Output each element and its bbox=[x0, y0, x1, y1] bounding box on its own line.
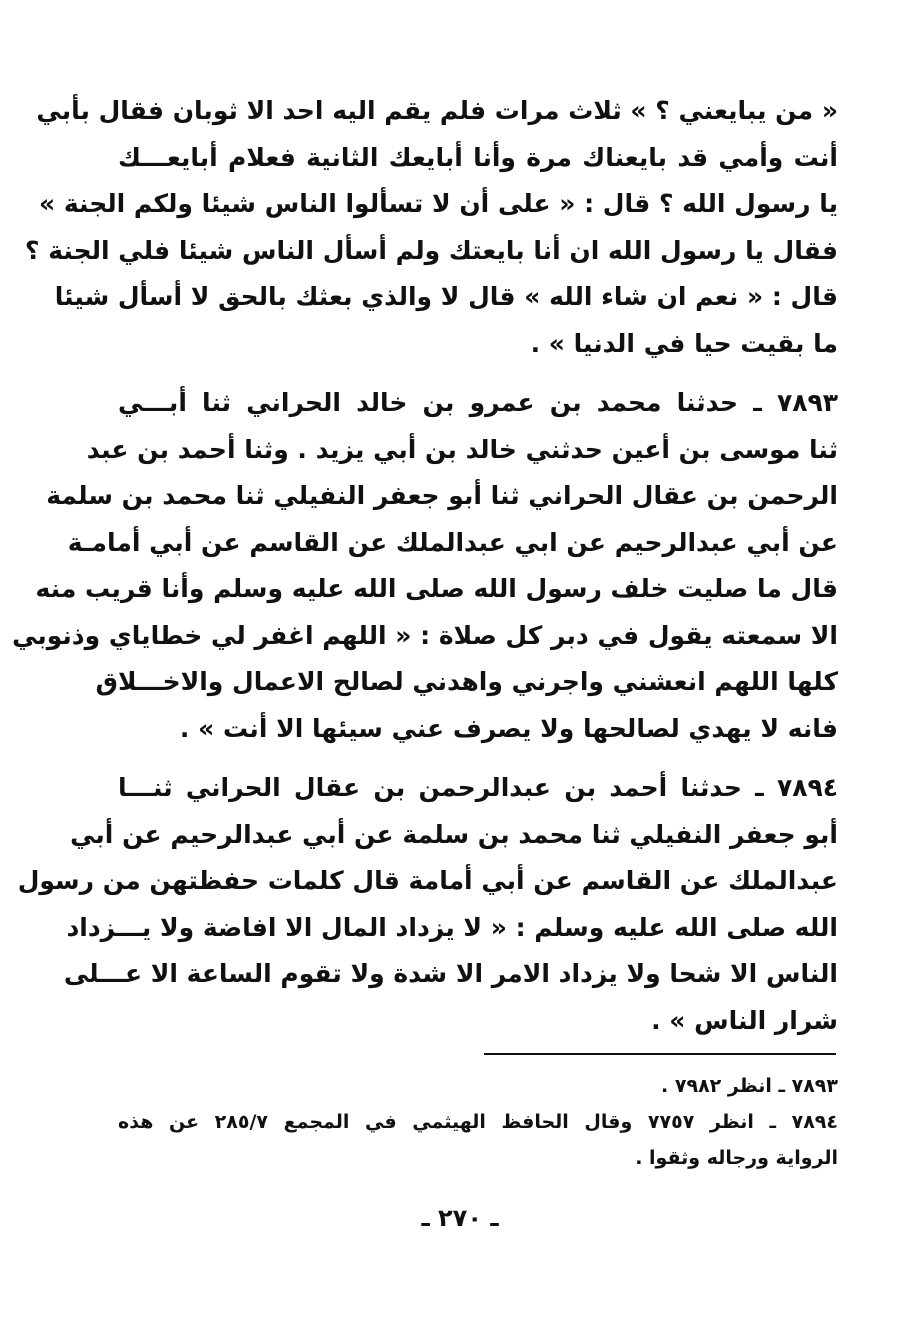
paragraph-hadith-7893 bbox=[12, 380, 838, 752]
text-line: الناس الا شحا ولا يزداد الامر الا شدة ولا تقوم الساعة الا عـــلى bbox=[63, 959, 838, 988]
text-line: ٧٨٩٤ ـ حدثنا أحمد بن عبدالرحمن بن عقال الحراني ثنـــا bbox=[118, 773, 838, 802]
text-line: كلها اللهم انعشني واجرني واهدني لصالح الاعمال والاخـــلاق bbox=[95, 667, 838, 696]
footnote-7894-continuation: الرواية ورجاله وثقوا . bbox=[635, 1147, 838, 1169]
text-line: أنت وأمي قد بايعناك مرة وأنا أبايعك الثانية فعلام أبايعـــك bbox=[118, 142, 838, 172]
text-line: عبدالملك عن القاسم عن أبي أمامة قال كلمات حفظتهن من رسول bbox=[17, 866, 838, 895]
text-line: ٧٨٩٣ ـ حدثنا محمد بن عمرو بن خالد الحراني ثنا أبـــي bbox=[118, 388, 838, 417]
footnote-7894: ٧٨٩٤ ـ انظر ٧٧٥٧ وقال الحافظ الهيثمي في المجمع ٢٨٥/٧ عن هذه bbox=[118, 1111, 838, 1133]
text-line: ثنا موسى بن أعين حدثني خالد بن أبي يزيد . وثنا أحمد بن عبد bbox=[86, 434, 838, 464]
page-number: ـ ٢٧٠ ـ bbox=[421, 1204, 499, 1232]
text-line: الرحمن بن عقال الحراني ثنا أبو جعفر النفيلي ثنا محمد بن سلمة bbox=[46, 481, 838, 510]
text-line: ما بقيت حيا في الدنيا » . bbox=[530, 328, 838, 358]
footnote-divider bbox=[484, 1053, 836, 1055]
text-line: الله صلى الله عليه وسلم : « لا يزداد المال الا افاضة ولا يـــزداد bbox=[66, 912, 838, 942]
text-line: أبو جعفر النفيلي ثنا محمد بن سلمة عن أبي عبدالرحيم عن أبي bbox=[70, 819, 838, 849]
text-line: يا رسول الله ؟ قال : « على أن لا تسألوا الناس شيئا ولكم الجنة » bbox=[38, 189, 838, 218]
text-line: « من يبايعني ؟ » ثلاث مرات فلم يقم اليه احد الا ثوبان فقال بأبي bbox=[36, 96, 838, 125]
text-line: عن أبي عبدالرحيم عن ابي عبدالملك عن القاسم عن أبي أمامـة bbox=[67, 527, 838, 557]
text-line: الا سمعته يقول في دبر كل صلاة : « اللهم اغفر لي خطاياي وذنوبي bbox=[12, 620, 838, 650]
text-line: فانه لا يهدي لصالحها ولا يصرف عني سيئها الا أنت » . bbox=[179, 713, 838, 743]
text-line: شرار الناس » . bbox=[651, 1005, 838, 1035]
text-line: قال : « نعم ان شاء الله » قال لا والذي بعثك بالحق لا أسأل شيئا bbox=[54, 282, 838, 311]
main-text bbox=[12, 88, 838, 1044]
text-line: فقال يا رسول الله ان أنا بايعتك ولم أسأل الناس شيئا فلي الجنة ؟ bbox=[25, 235, 838, 265]
text-line: قال ما صليت خلف رسول الله صلى الله عليه وسلم وأنا قريب منه bbox=[35, 574, 838, 603]
paragraph-continuation bbox=[25, 88, 838, 367]
footnote-7893: ٧٨٩٣ ـ انظر ٧٩٨٢ . bbox=[661, 1075, 838, 1097]
paragraph-hadith-7894 bbox=[17, 765, 838, 1044]
footnotes bbox=[118, 1068, 838, 1176]
